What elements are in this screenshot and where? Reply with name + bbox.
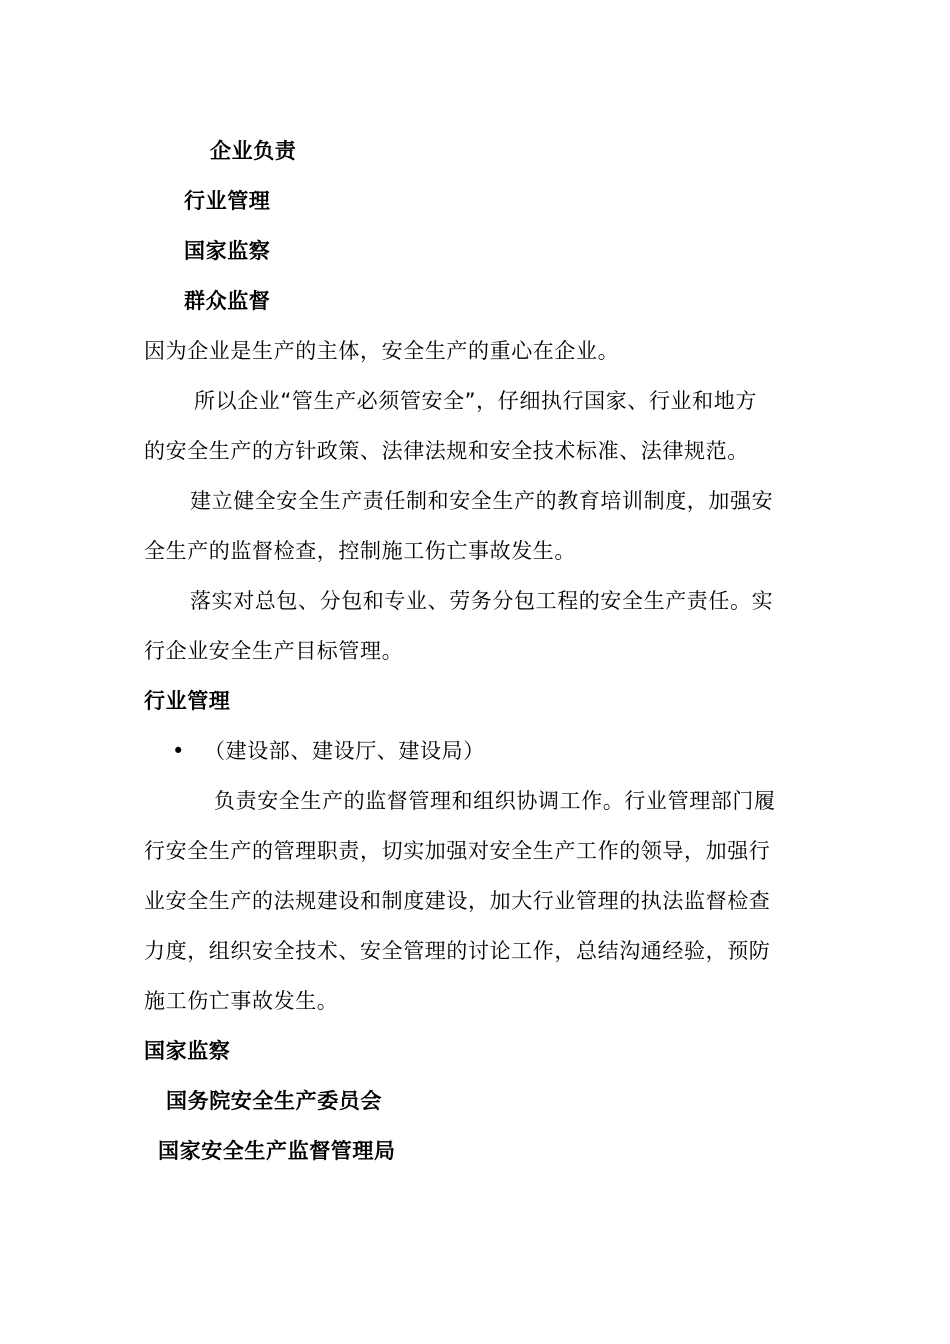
industry-para-line2: 行安全生产的管理职责，切实加强对安全生产工作的领导，加强行 bbox=[144, 839, 771, 863]
state-item-state-council-committee: 国务院安全生产委员会 bbox=[166, 1089, 382, 1113]
heading-enterprise-responsibility: 企业负责 bbox=[210, 139, 297, 163]
section-heading-industry: 行业管理 bbox=[144, 689, 231, 713]
enterprise-para3-line1: 落实对总包、分包和专业、劳务分包工程的安全生产责任。实 bbox=[190, 589, 774, 613]
enterprise-para1-line2: 的安全生产的方针政策、法律法规和安全技术标准、法律规范。 bbox=[144, 439, 749, 463]
heading-public-supervision: 群众监督 bbox=[184, 289, 271, 313]
heading-industry-management: 行业管理 bbox=[184, 189, 271, 213]
industry-para-line4: 力度，组织安全技术、安全管理的讨论工作，总结沟通经验，预防 bbox=[144, 939, 771, 963]
industry-para-line3: 业安全生产的法规建设和制度建设，加大行业管理的执法监督检查 bbox=[144, 889, 771, 913]
industry-bullet-text: （建设部、建设厅、建设局） bbox=[204, 739, 485, 763]
enterprise-intro: 因为企业是生产的主体，安全生产的重心在企业。 bbox=[144, 339, 620, 363]
state-item-safety-administration: 国家安全生产监督管理局 bbox=[158, 1139, 396, 1163]
enterprise-para3-line2: 行企业安全生产目标管理。 bbox=[144, 639, 404, 663]
industry-para-line5: 施工伤亡事故发生。 bbox=[144, 989, 339, 1013]
industry-para-line1: 负责安全生产的监督管理和组织协调工作。行业管理部门履 bbox=[214, 789, 776, 813]
enterprise-para2-line2: 全生产的监督检查，控制施工伤亡事故发生。 bbox=[144, 539, 576, 563]
heading-state-supervision: 国家监察 bbox=[184, 239, 271, 263]
enterprise-para1-line1: 所以企业“管生产必须管安全”，仔细执行国家、行业和地方 bbox=[194, 389, 757, 413]
enterprise-para2-line1: 建立健全安全生产责任制和安全生产的教育培训制度，加强安 bbox=[190, 489, 774, 513]
section-heading-state: 国家监察 bbox=[144, 1039, 231, 1063]
bullet-dot: • bbox=[172, 739, 185, 763]
